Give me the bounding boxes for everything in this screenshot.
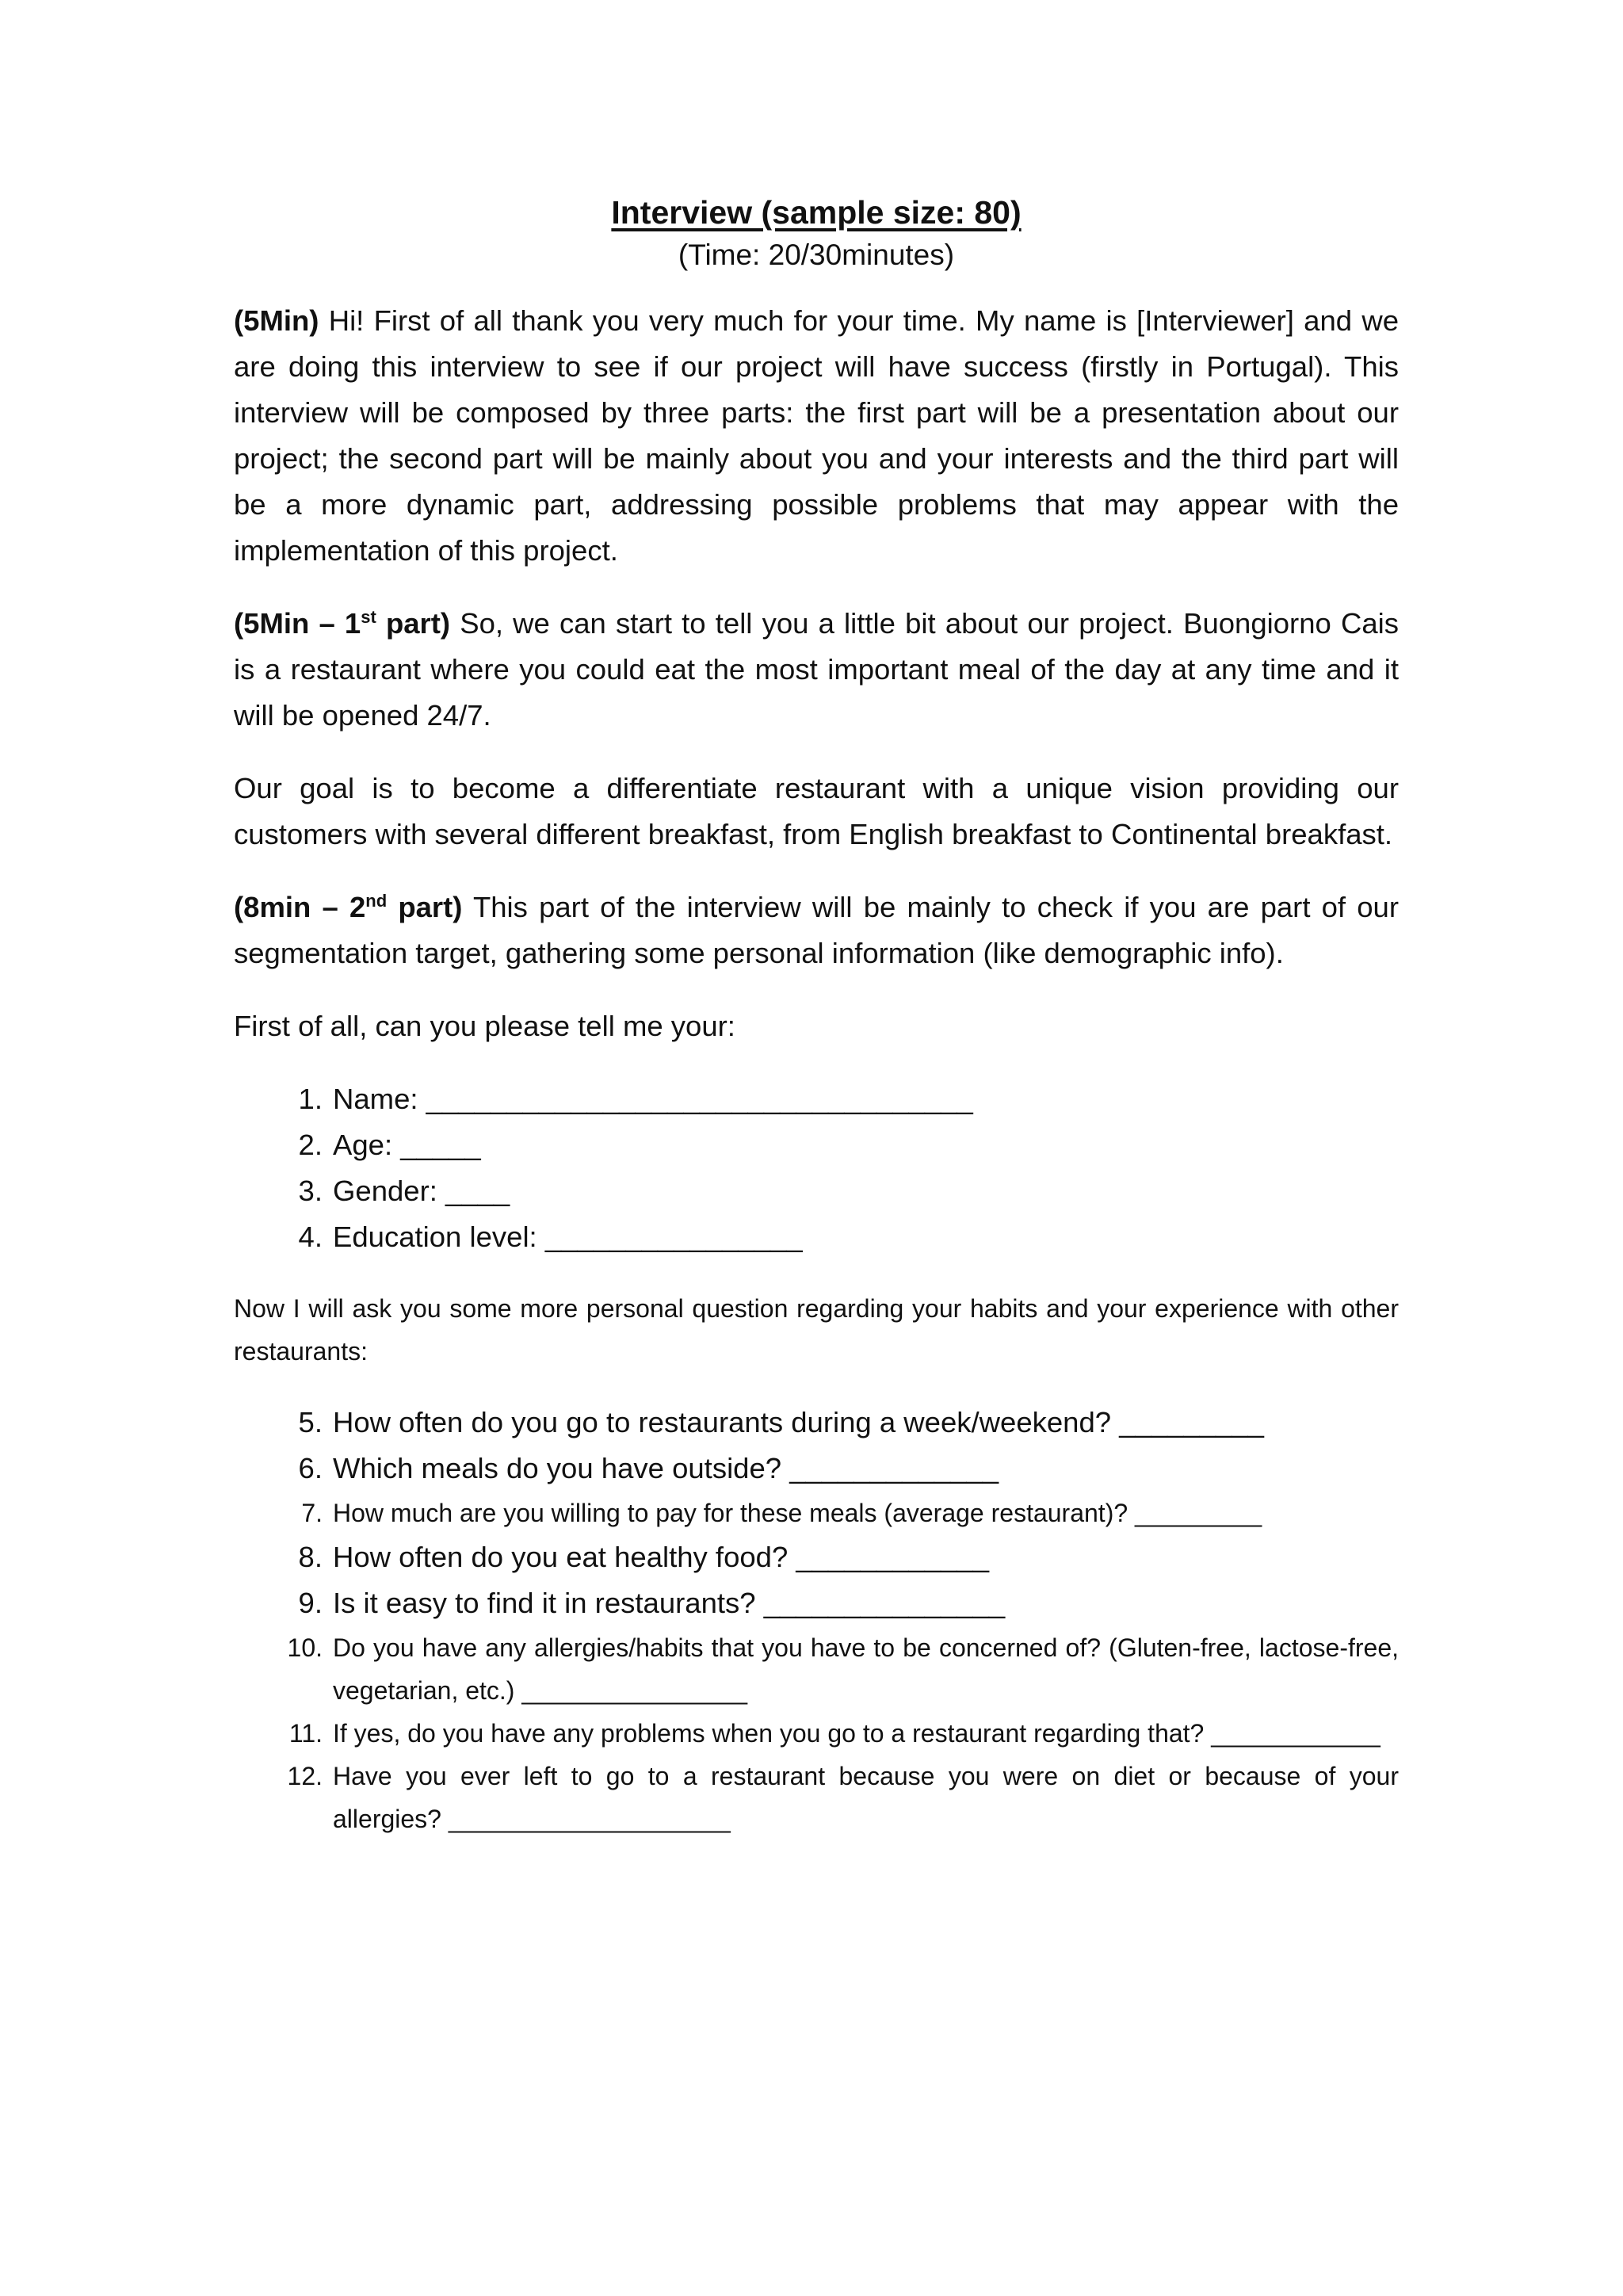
intro-text: Hi! First of all thank you very much for your time. My name is [Interviewer] and we are doing this interview to see if our project will have success (firstly in Portugal). This interview will be composed by three parts: the first part will be a presentation about our project; the second part will be mainly about you and your interests and the third part will be a more dynamic part, addressing possible problems that may appear with the implementation of this project.: [234, 304, 1399, 567]
list-item: 6. Which meals do you have outside? _____________: [298, 1452, 999, 1484]
habits-questions-list: [234, 1400, 1399, 1840]
list-item: 5. How often do you go to restaurants during a week/weekend? _________: [298, 1406, 1264, 1438]
list-item: 3. Gender: ____: [298, 1175, 510, 1207]
part2-label: (8min – 2nd part): [234, 890, 463, 923]
page-subtitle: (Time: 20/30minutes): [678, 239, 955, 271]
document-page: [234, 190, 1399, 1867]
list-item: 10. Do you have any allergies/habits that you have to be concerned of? (Gluten-free, lactose-free, vegetarian, etc.) ________________: [287, 1633, 1399, 1705]
intro-label: (5Min): [234, 304, 319, 337]
part2-text: This part of the interview will be mainly to check if you are part of our segmentation target, gathering some personal information (like demographic info).: [234, 891, 1399, 969]
list-item: 11. If yes, do you have any problems when you go to a restaurant regarding that? ____________: [288, 1719, 1381, 1748]
part1-label: (5Min – 1st part): [234, 606, 451, 640]
list-item: 1. Name: __________________________________: [298, 1083, 973, 1115]
first-of-all-paragraph: First of all, can you please tell me your:: [234, 1010, 735, 1042]
list-item: 9. Is it easy to find it in restaurants? _______________: [298, 1587, 1006, 1619]
part1-paragraph: [234, 601, 1399, 739]
habits-intro-paragraph: Now I will ask you some more personal question regarding your habits and your experience with other restaurants:: [234, 1294, 1399, 1366]
list-item: 2. Age: _____: [298, 1129, 481, 1161]
list-item: 7. How much are you willing to pay for these meals (average restaurant)? _________: [301, 1499, 1262, 1527]
list-item: 12. Have you ever left to go to a restaurant because you were on diet or because of your allergies? ____________________: [287, 1762, 1399, 1833]
intro-paragraph: [234, 298, 1399, 574]
demographic-questions-list: [234, 1076, 1399, 1260]
page-title: Interview (sample size: 80): [611, 194, 1022, 231]
part1-text: So, we can start to tell you a little bit about our project. Buongiorno Cais is a restaurant where you could eat the most important meal of the day at any time and it will be opened 24/7.: [234, 607, 1399, 732]
goal-paragraph: Our goal is to become a differentiate restaurant with a unique vision providing our customers with several different breakfast, from English breakfast to Continental breakfast.: [234, 772, 1399, 850]
list-item: 8. How often do you eat healthy food? ____________: [298, 1541, 990, 1573]
part2-paragraph: [234, 884, 1399, 976]
list-item: 4. Education level: ________________: [298, 1221, 803, 1253]
